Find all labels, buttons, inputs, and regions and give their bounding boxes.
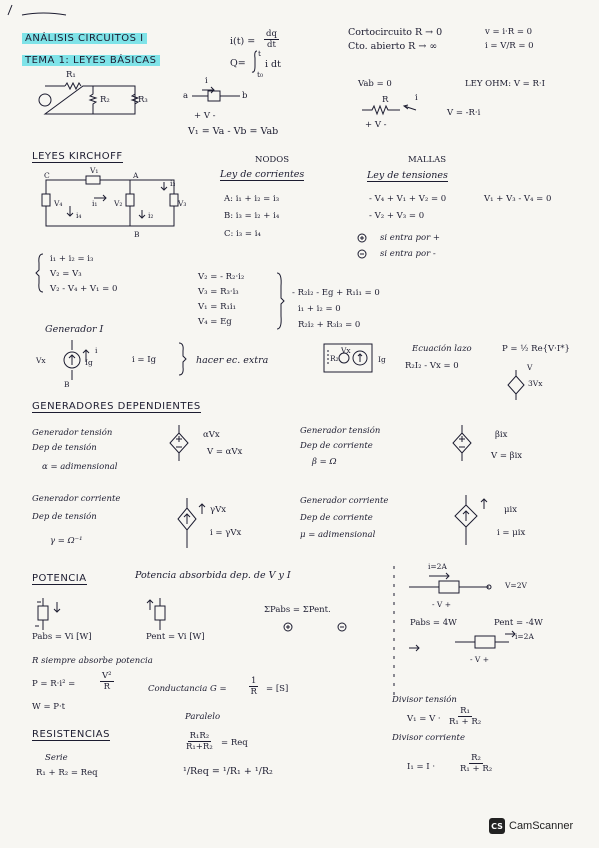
g3-line-2: Dep de tensión xyxy=(32,512,97,522)
page-title: ANÁLISIS CIRCUITOS I xyxy=(22,33,147,44)
dep-source-v: V xyxy=(527,363,533,372)
g2-line-1: Generador tensión xyxy=(300,426,381,436)
g1-line-1: Generador tensión xyxy=(32,428,113,438)
camscanner-icon: CS xyxy=(489,818,505,834)
circuit-b-label: B xyxy=(134,230,140,239)
voltage-divider-fraction: $\frac{\text{R₁}}{\text{R₁ + R₂}}$ xyxy=(449,706,482,727)
g1-formula-2: V = αVx xyxy=(207,447,243,457)
theme-title: TEMA 1: LEYES BÁSICAS xyxy=(22,55,160,66)
right-brace-icon xyxy=(276,272,284,330)
balance-plus-icon xyxy=(283,622,293,632)
system-eq-2: V₂ = V₃ xyxy=(50,269,82,279)
node-c-equation: C: i₃ = i₄ xyxy=(224,229,261,239)
circuit-i3-label: i₃ xyxy=(170,179,176,188)
system-eq-1: i₁ + i₂ = i₃ xyxy=(50,254,94,264)
ohm-i-label: i xyxy=(415,93,418,103)
corner-scribble xyxy=(8,5,68,19)
circuit-i1-label: i₁ xyxy=(92,199,98,208)
current-fraction: $\frac{dq}{dt}$ xyxy=(266,29,277,50)
integral-lower: t₀ xyxy=(257,70,264,79)
ohm-negative: V = -R·i xyxy=(447,108,481,118)
generator-ig: Ig xyxy=(85,358,93,367)
power-equation: P = R·i² = xyxy=(32,679,76,689)
energy-equation: W = P·t xyxy=(32,702,66,712)
g2-formula-2: V = βix xyxy=(491,451,523,461)
ohm-sign: + V - xyxy=(365,120,387,130)
left-brace-icon xyxy=(36,253,44,293)
dependent-title: GENERADORES DEPENDIENTES xyxy=(32,401,201,412)
vab-zero: Vab = 0 xyxy=(358,79,392,89)
generator-b: B xyxy=(64,380,70,389)
power-complex: P = ½ Re{V·I*} xyxy=(502,344,570,354)
meshes-heading: MALLAS xyxy=(408,155,447,165)
element-a-label: a xyxy=(183,91,189,101)
generator-vx: Vx xyxy=(36,356,46,365)
plus-circle-icon xyxy=(357,233,367,243)
charge-definition: Q= xyxy=(230,58,246,69)
circuit-a-label: A xyxy=(133,171,139,180)
voltage-divider-title: Divisor tensión xyxy=(392,695,457,705)
ohm-law: LEY OHM: V = R·I xyxy=(465,79,545,89)
generator-note: hacer ec. extra xyxy=(196,355,269,366)
loop-vx: Vx xyxy=(341,346,351,355)
generator-equation: i = Ig xyxy=(132,355,157,365)
voltage-divider-eq: V₁ = V · xyxy=(407,714,441,724)
nodes-heading: NODOS xyxy=(255,155,290,165)
basic-circuit-diagram xyxy=(35,78,155,126)
result-2: i₁ + i₂ = 0 xyxy=(298,304,341,314)
series-equation: R₁ + R₂ = Req xyxy=(36,768,98,778)
g2-formula-1: βix xyxy=(495,430,508,440)
circuit-v4-label: V₄ xyxy=(54,199,63,208)
dep-current-source-2-icon xyxy=(452,495,492,545)
example-2-current: i=2A xyxy=(515,632,534,641)
camscanner-logo xyxy=(489,818,573,834)
substitution-2: V₃ = R₃·i₃ xyxy=(198,287,239,297)
g4-line-3: μ = adimensional xyxy=(300,530,376,540)
r3-label: R₃ xyxy=(138,95,148,105)
resistances-title: RESISTENCIAS xyxy=(32,729,110,740)
result-1: - R₂i₂ - Eg + R₁i₁ = 0 xyxy=(292,288,380,298)
nodes-law: Ley de corrientes xyxy=(220,169,305,180)
loop-title: Ecuación lazo xyxy=(412,344,472,354)
r1-label: R₁ xyxy=(66,70,76,80)
ohm-r-label: R xyxy=(382,95,389,105)
parallel-fraction: $\frac{\text{R₁R₂}}{\text{R₁+R₂}}$ xyxy=(186,731,213,752)
rule-plus: si entra por + xyxy=(380,233,440,243)
parallel-equation: = Req xyxy=(221,738,248,748)
example-current: i=2A xyxy=(428,562,447,571)
example-voltage: V=2V xyxy=(505,581,527,590)
current-divider-title: Divisor corriente xyxy=(392,733,465,743)
rule-minus: si entra por - xyxy=(380,249,436,259)
dependent-source-icon xyxy=(505,370,527,400)
mesh-1-equation: - V₄ + V₁ + V₂ = 0 xyxy=(369,194,447,204)
node-a-equation: A: i₁ + i₂ = i₃ xyxy=(224,194,280,204)
circuit-c-label: C xyxy=(44,171,50,180)
g1-line-2: Dep de tensión xyxy=(32,443,97,453)
camscanner-text: CamScanner xyxy=(509,820,574,832)
power-balance: ΣPabs = ΣPent. xyxy=(264,605,331,615)
dep-voltage-source-2-icon xyxy=(451,425,473,461)
short-circuit-result: v = i·R = 0 xyxy=(485,27,533,37)
result-3: R₂i₂ + R₃i₃ = 0 xyxy=(298,320,361,330)
dep-current-source-icon xyxy=(176,498,208,548)
minus-circle-icon xyxy=(357,249,367,259)
substitution-4: V₄ = Eg xyxy=(198,317,232,327)
open-circuit: Cto. abierto R → ∞ xyxy=(348,41,438,52)
example-element-diagram xyxy=(405,572,495,598)
example-pent: Pent = -4W xyxy=(494,618,543,628)
power-fraction: $\frac{\text{V²}}{R}$ xyxy=(102,671,112,692)
g4-formula-1: μix xyxy=(504,505,518,515)
element-b-label: b xyxy=(242,91,248,101)
current-definition: i(t) = xyxy=(230,36,256,47)
g2-line-3: β = Ω xyxy=(312,457,337,467)
g2-line-2: Dep de corriente xyxy=(300,441,373,451)
example-pabs: Pabs = 4W xyxy=(410,618,457,628)
g3-line-3: γ = Ω⁻¹ xyxy=(50,536,83,546)
conductance: Conductancia G = xyxy=(148,684,227,694)
power-title: POTENCIA xyxy=(32,573,87,584)
generator-brace-icon xyxy=(178,342,186,376)
ohm-resistor-diagram xyxy=(360,104,420,116)
power-abs-element-icon xyxy=(33,598,73,630)
series-heading: Serie xyxy=(45,753,68,763)
system-eq-3: V₂ - V₄ + V₁ = 0 xyxy=(50,284,118,294)
g3-formula-1: γVx xyxy=(210,505,227,515)
loop-equation: R₂I₂ - Vx = 0 xyxy=(405,361,459,371)
power-ent-element-icon xyxy=(146,598,176,630)
g4-formula-2: i = μix xyxy=(497,528,526,538)
vertical-divider xyxy=(392,566,396,696)
power-ent-label: Pent = Vi [W] xyxy=(146,632,205,642)
circuit-i2-label: i₂ xyxy=(148,211,154,220)
loop-ig: Ig xyxy=(378,355,386,364)
meshes-law: Ley de tensiones xyxy=(367,170,448,181)
substitution-1: V₂ = - R₂·i₂ xyxy=(198,272,245,282)
g3-line-1: Generador corriente xyxy=(32,494,121,504)
integral-upper: t xyxy=(258,49,262,58)
open-circuit-result: i = V/R = 0 xyxy=(485,41,534,51)
power-subtitle: Potencia absorbida dep. de V y I xyxy=(135,570,291,581)
circuit-v1-label: V₁ xyxy=(90,166,99,175)
circuit-v2-label: V₂ xyxy=(114,199,123,208)
element-sign: + V - xyxy=(194,111,216,121)
example-2-element-diagram xyxy=(405,630,525,654)
dep-voltage-source-icon xyxy=(168,425,190,461)
dep-source-3vx: 3Vx xyxy=(528,379,543,388)
r-absorbs-note: R siempre absorbe potencia xyxy=(32,656,153,666)
mesh-2-equation: - V₂ + V₃ = 0 xyxy=(369,211,425,221)
circuit-v3-label: V₃ xyxy=(178,199,187,208)
element-i-label: i xyxy=(205,76,208,86)
example-sign: - V + xyxy=(432,600,452,609)
substitution-3: V₁ = R₁i₁ xyxy=(198,302,237,312)
mesh-3-equation: V₁ + V₃ - V₄ = 0 xyxy=(484,194,552,204)
current-divider-fraction: $\frac{\text{R₂}}{\text{R₁ + R₂}}$ xyxy=(460,753,493,774)
g3-formula-2: i = γVx xyxy=(210,528,242,538)
g4-line-1: Generador corriente xyxy=(300,496,389,506)
node-b-equation: B: i₃ = i₂ + i₄ xyxy=(224,211,280,221)
current-divider-eq: I₁ = I · xyxy=(407,762,436,772)
loop-r2: R₂ xyxy=(330,354,339,363)
balance-minus-icon xyxy=(337,622,347,632)
example-2-sign: - V + xyxy=(470,655,490,664)
conductance-unit: = [S] xyxy=(266,684,289,694)
parallel-inverse: ¹/Req = ¹/R₁ + ¹/R₂ xyxy=(183,766,273,777)
generator-title: Generador I xyxy=(45,324,104,335)
circuit-i4-label: i₄ xyxy=(76,211,82,220)
integral-body: i dt xyxy=(265,59,281,70)
r2-label: R₂ xyxy=(100,95,110,105)
conductance-fraction: $\frac{1}{R}$ xyxy=(250,676,257,697)
g1-formula-1: αVx xyxy=(203,430,220,440)
g1-line-3: α = adimensional xyxy=(42,462,118,472)
g4-line-2: Dep de corriente xyxy=(300,513,373,523)
voltage-equation: V₁ = Va - Vb = Vab xyxy=(188,126,279,137)
short-circuit: Cortocircuito R → 0 xyxy=(348,27,443,38)
kirchhoff-title: LEYES KIRCHOFF xyxy=(32,151,123,162)
power-abs-label: Pabs = Vi [W] xyxy=(32,632,92,642)
element-ab-diagram xyxy=(188,86,248,106)
generator-i: i xyxy=(95,346,98,355)
parallel-heading: Paralelo xyxy=(185,712,221,722)
